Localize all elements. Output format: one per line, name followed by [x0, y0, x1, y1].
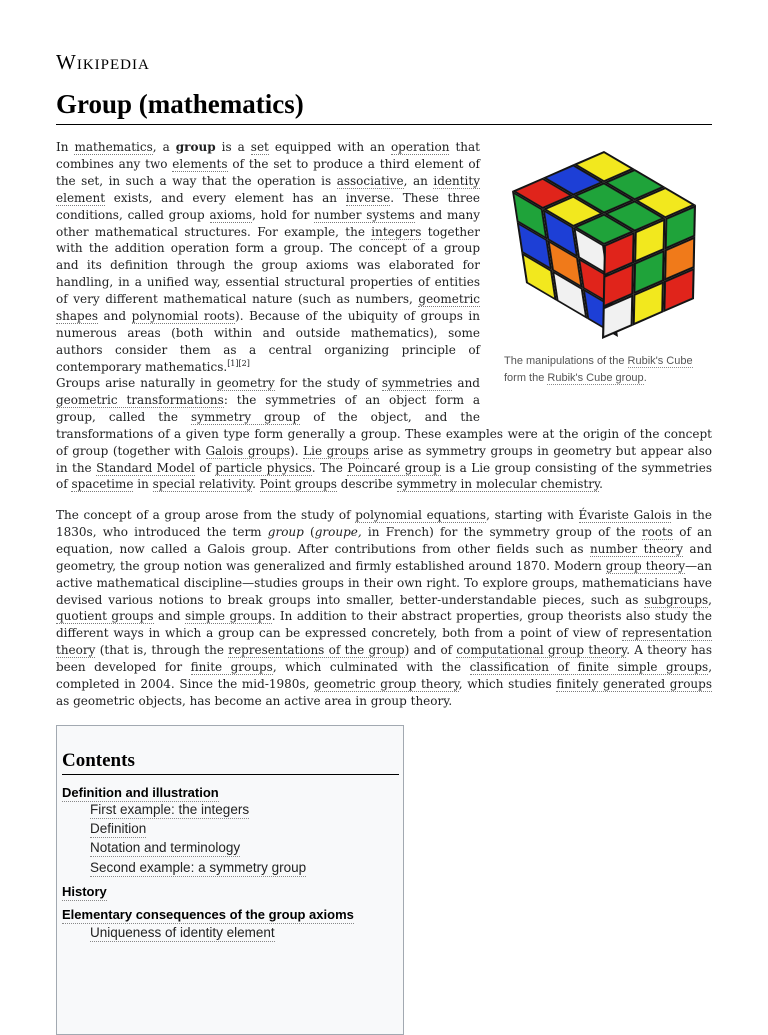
text: and	[452, 376, 480, 390]
toc-item-elementary-consequences[interactable]: Elementary consequences of the group axioms	[62, 907, 354, 922]
toc-item-history[interactable]: History	[62, 884, 107, 899]
link-symmetries[interactable]: symmetries	[381, 376, 453, 390]
intro-paragraph-2	[56, 375, 712, 493]
link-symmetry-in-molecular-chemistry[interactable]: symmetry in molecular chemistry	[396, 477, 600, 492]
text: , which culminated with the	[272, 660, 470, 675]
link-mathematics[interactable]: mathematics	[74, 140, 153, 154]
text: (	[303, 524, 315, 539]
text: , starting with	[486, 508, 579, 522]
link-poincare-group[interactable]: Poincaré group	[347, 460, 441, 475]
text: and	[97, 309, 132, 324]
text: and geometry, the group notion was generalized and firmly established around 1870. Modern	[56, 541, 712, 573]
link-geometry[interactable]: geometry	[216, 376, 275, 390]
caption-text: form the	[504, 371, 548, 384]
text: together with the addition operation form a group. The concept of a group and its definition through the group axioms was elaborated for handling, in a unified way, essential structural properties of entities of very different mathematical nature (such as numbers,	[56, 224, 480, 307]
link-integers[interactable]: integers	[371, 224, 422, 239]
text: ). Because of the ubiquity of groups in numerous areas (both within and outside mathematics), some authors consider them as a central organizing principle of contemporary mathematics.	[56, 309, 480, 374]
caption-link-rubiks-cube[interactable]: Rubik's Cube	[627, 355, 693, 367]
text: for the study of	[274, 376, 382, 390]
table-of-contents	[56, 725, 404, 1035]
link-evariste-galois[interactable]: Évariste Galois	[578, 508, 672, 522]
text: —an active mathematical discipline—studies groups in their own right. To explore groups, mathematicians have devised various notions to break groups into smaller, better-understandable pieces, such as	[56, 558, 712, 607]
link-computational-group-theory[interactable]: computational group theory	[456, 643, 627, 658]
link-axioms[interactable]: axioms	[209, 207, 253, 222]
text: is a Lie group consisting of the symmetries of	[56, 460, 712, 492]
text: .	[599, 477, 603, 492]
text: equipped with an	[268, 140, 391, 154]
text: ) and of	[404, 643, 457, 658]
text: , completed in 2004. Since the mid-1980s,	[56, 660, 713, 692]
text: . A theory has been developed for	[56, 643, 712, 675]
link-subgroups[interactable]: subgroups	[644, 592, 709, 607]
link-elements[interactable]: elements	[172, 156, 228, 171]
italic-term-groupe: groupe,	[314, 524, 362, 539]
caption-link-rubiks-cube-group[interactable]: Rubik's Cube group	[547, 371, 644, 384]
text: , an	[403, 173, 434, 188]
text: . These three conditions, called group	[56, 190, 480, 222]
link-roots[interactable]: roots	[641, 524, 674, 539]
text: . In addition to their abstract properties, group theorists also study the different ways in which a group can be expressed concretely, both from a point of view of	[56, 609, 712, 641]
link-inverse[interactable]: inverse	[345, 190, 391, 205]
text: In	[56, 140, 75, 154]
link-particle-physics[interactable]: particle physics	[215, 460, 312, 475]
text: of an equation, now called a Galois group. After contributions from other fields such as	[56, 524, 713, 556]
toc-item-uniqueness-of-identity[interactable]: Uniqueness of identity element	[90, 925, 275, 940]
toc-item-definition[interactable]: Definition	[90, 821, 147, 836]
link-representations-of-the-group[interactable]: representations of the group	[228, 643, 405, 658]
link-geometric-transformations[interactable]: geometric transformations	[56, 392, 224, 407]
text: : the symmetries of an object form a group, called the	[56, 392, 480, 424]
text: .	[252, 477, 260, 492]
text: arise as symmetry groups in geometry but appear also in the	[56, 443, 713, 475]
link-geometric-group-theory[interactable]: geometric group theory	[314, 677, 459, 692]
caption-text: .	[643, 371, 647, 384]
toc-item-notation-and-terminology[interactable]: Notation and terminology	[90, 840, 241, 855]
text: that combines any two	[56, 140, 481, 171]
text: and	[153, 609, 186, 624]
text: , a	[152, 140, 176, 154]
link-lie-groups[interactable]: Lie groups	[303, 443, 369, 458]
rubiks-cube-image[interactable]	[504, 143, 712, 343]
caption-text: The manipulations of the	[504, 355, 628, 367]
text: describe	[336, 477, 397, 492]
link-number-theory[interactable]: number theory	[589, 541, 684, 556]
link-classification-of-finite-simple-groups[interactable]: classification of finite simple groups	[469, 660, 709, 675]
link-special-relativity[interactable]: special relativity	[152, 477, 253, 492]
intro-paragraph-3	[56, 507, 712, 710]
text: in the 1830s, who introduced the term	[56, 508, 712, 539]
link-associative[interactable]: associative	[336, 173, 404, 188]
float-spacer	[504, 375, 712, 413]
link-polynomial-equations[interactable]: polynomial equations	[355, 508, 487, 522]
text: ,	[708, 592, 712, 607]
toc-title: Contents	[62, 748, 399, 775]
text: Groups arise naturally in	[56, 376, 217, 390]
link-polynomial-roots[interactable]: polynomial roots	[131, 309, 236, 324]
link-point-groups[interactable]: Point groups	[259, 477, 337, 492]
link-simple-groups[interactable]: simple groups	[185, 609, 272, 624]
text: in French) for the symmetry group of the	[361, 524, 642, 539]
text: of	[194, 460, 216, 475]
wikipedia-wordmark[interactable]: Wikipedia	[56, 50, 150, 74]
text: , hold for	[252, 207, 315, 222]
text: in	[133, 477, 153, 492]
intro-paragraph-1	[56, 139, 712, 392]
link-spacetime[interactable]: spacetime	[71, 477, 134, 492]
text: as geometric objects, has become an active area in group theory.	[56, 693, 453, 708]
link-identity-element[interactable]: identity element	[56, 173, 480, 205]
bold-term-group: group	[175, 140, 216, 154]
toc-item-definition-and-illustration[interactable]: Definition and illustration	[62, 785, 219, 800]
text: The concept of a group arose from the study of	[56, 508, 356, 522]
link-operation[interactable]: operation	[390, 140, 450, 154]
italic-term-group: group	[267, 524, 304, 539]
text: exists, and every element has an	[105, 190, 346, 205]
text: of the object, and the transformations of a given type form generally a group. These examples were at the origin of the concept of group (together with	[56, 409, 712, 458]
page-title: Group (mathematics)	[56, 84, 712, 125]
link-set[interactable]: set	[250, 140, 269, 154]
reference-superscript[interactable]: [1][2]	[227, 358, 250, 368]
toc-item-second-example[interactable]: Second example: a symmetry group	[90, 860, 307, 875]
link-standard-model[interactable]: Standard Model	[96, 460, 195, 475]
image-figure	[504, 143, 712, 386]
text: of the set to produce a third element of the set, in such a way that the operation is	[56, 156, 480, 188]
link-symmetry-group[interactable]: symmetry group	[190, 409, 301, 424]
link-group-theory[interactable]: group theory	[605, 558, 686, 573]
text: , which studies	[458, 677, 557, 692]
link-geometric-shapes[interactable]: geometric shapes	[56, 292, 480, 324]
link-quotient-groups[interactable]: quotient groups	[56, 609, 154, 624]
link-number-systems[interactable]: number systems	[314, 207, 415, 222]
text: (that is, through the	[95, 643, 229, 658]
link-finitely-generated-groups[interactable]: finitely generated groups	[556, 677, 712, 692]
link-finite-groups[interactable]: finite groups	[190, 660, 273, 675]
text: . The	[311, 460, 348, 475]
toc-item-first-example[interactable]: First example: the integers	[90, 802, 250, 817]
link-galois-groups[interactable]: Galois groups	[205, 443, 291, 458]
text: is a	[215, 140, 251, 154]
link-representation-theory[interactable]: representation theory	[56, 626, 712, 658]
text: and many other mathematical structures. For example, the	[56, 207, 481, 239]
text: ).	[290, 443, 304, 458]
